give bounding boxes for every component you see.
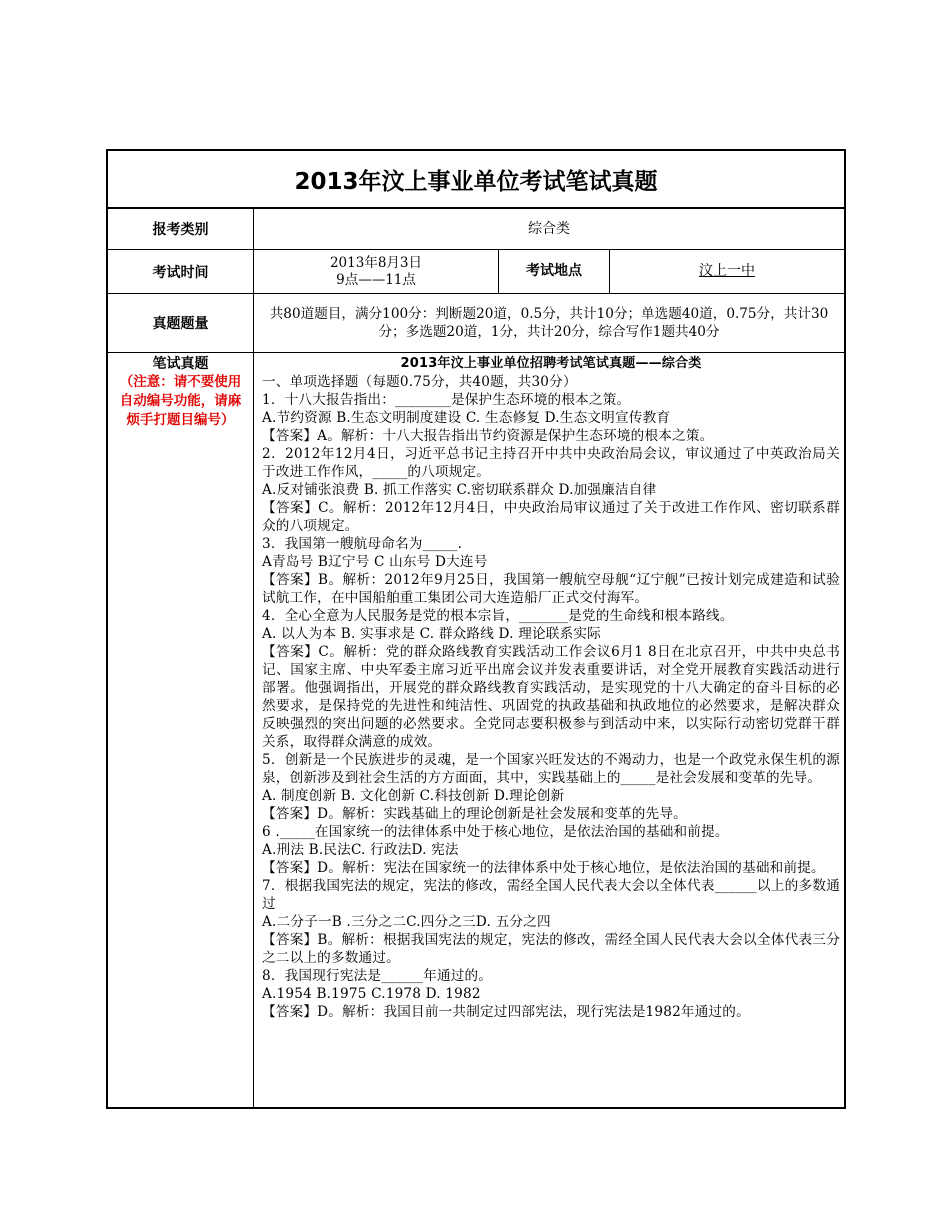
place-value: 汶上一中: [699, 263, 755, 279]
numbering-note: （注意：请不要使用自动编号功能，请麻烦手打题目编号）: [119, 374, 242, 428]
exam-content: [254, 353, 844, 1021]
exam-table: [106, 149, 846, 1109]
category-row: [108, 209, 844, 250]
page-title: 2013年汶上事业单位考试笔试真题: [294, 168, 658, 195]
content-line: 一、单项选择题（每题0.75分，共40题，共30分）: [262, 374, 577, 390]
exam-hours: 9点——11点: [336, 271, 416, 288]
title-row: [108, 151, 844, 209]
content-line: A. 制度创新 B. 文化创新 C.科技创新 D.理论创新: [262, 788, 565, 804]
exam-label-cell: [108, 353, 254, 1107]
content-line: 7．根据我国宪法的规定，宪法的修改，需经全国人民代表大会以全体代表______以上的多数通过: [262, 878, 840, 912]
content-line: 2．2012年12月4日，习近平总书记主持召开中共中央政治局会议，审议通过了中英政治局关于改进工作作风，_____的八项规定。: [262, 446, 840, 480]
time-row: [108, 250, 844, 294]
count-value: 共80道题目，满分100分：判断题20道，0.5分，共计10分；单选题40道，0.75分，共计30分；多选题20道，1分，共计20分，综合写作1题共40分: [269, 306, 829, 340]
content-line: A. 以人为本 B. 实事求是 C. 群众路线 D. 理论联系实际: [262, 626, 601, 642]
content-line: A.二分子一B .三分之二C.四分之三D. 五分之四: [262, 914, 551, 930]
content-line: 【答案】C。解析：2012年12月4日，中央政治局审议通过了关于改进工作作风、密切联系群众的八项规定。: [262, 500, 840, 534]
time-label: 考试时间: [108, 250, 254, 293]
count-row: [108, 294, 844, 353]
content-line: 8．我国现行宪法是______年通过的。: [262, 968, 493, 984]
content-line: 5．创新是一个民族进步的灵魂，是一个国家兴旺发达的不竭动力，也是一个政党永保生机的源泉，创新涉及到社会生活的方方面面，其中，实践基础上的_____是社会发展和变革的先导。: [262, 752, 840, 786]
content-line: 【答案】D。解析：实践基础上的理论创新是社会发展和变革的先导。: [262, 806, 687, 822]
content-line: A.刑法 B.民法C. 行政法D. 宪法: [262, 842, 459, 858]
content-heading: 2013年汶上事业单位招聘考试笔试真题——综合类: [400, 356, 702, 371]
content-line: 【答案】D。解析：我国目前一共制定过四部宪法，现行宪法是1982年通过的。: [262, 1004, 750, 1020]
content-line: A青岛号 B辽宁号 C 山东号 D大连号: [262, 554, 488, 570]
category-label: 报考类别: [108, 209, 254, 249]
exam-date: 2013年8月3日: [329, 254, 423, 271]
content-line: 【答案】D。解析：宪法在国家统一的法律体系中处于核心地位，是依法治国的基础和前提。: [262, 860, 825, 876]
content-line: A.反对铺张浪费 B. 抓工作落实 C.密切联系群众 D.加强廉洁自律: [262, 482, 657, 498]
count-label: 真题题量: [108, 294, 254, 352]
content-line: 【答案】A。解析：十八大报告指出节约资源是保护生态环境的根本之策。: [262, 428, 714, 444]
place-label: 考试地点: [526, 263, 582, 279]
content-line: 1．十八大报告指出：________是保护生态环境的根本之策。: [262, 392, 631, 408]
time-value: [254, 250, 498, 293]
content-line: 3．我国第一艘航母命名为_____.: [262, 536, 463, 552]
content-line: 6 ._____在国家统一的法律体系中处于核心地位，是依法治国的基础和前提。: [262, 824, 729, 840]
exam-label: 笔试真题: [152, 356, 209, 372]
content-line: A.1954 B.1975 C.1978 D. 1982: [262, 986, 481, 1002]
exam-row: [108, 353, 844, 1107]
content-line: 【答案】B。解析：根据我国宪法的规定，宪法的修改，需经全国人民代表大会以全体代表三分之二以上的多数通过。: [262, 932, 840, 966]
content-line: 4．全心全意为人民服务是党的根本宗旨，_______是党的生命线和根本路线。: [262, 608, 734, 624]
content-line: 【答案】B。解析：2012年9月25日，我国第一艘航空母舰“辽宁舰”已按计划完成建造和试验试航工作，在中国船舶重工集团公司大连造船厂正式交付海军。: [262, 572, 840, 606]
category-value: 综合类: [528, 220, 570, 237]
content-line: 【答案】C。解析：党的群众路线教育实践活动工作会议6月1 8日在北京召开，中共中央总书记、国家主席、中央军委主席习近平出席会议并发表重要讲话，对全党开展教育实践活动进行部署。他强调指出，开展党的群众路线教育实践活动，是实现党的十八大确定的奋斗目标的必然要求，是保持党的先进性和纯洁性、巩固党的执政基础和执政地位的必然要求，是解决群众反映强烈的突出问题的必然要求。全党同志要积极参与到活动中来，以实际行动密切党群干群关系，取得群众满意的成效。: [262, 644, 840, 750]
content-line: A.节约资源 B.生态文明制度建设 C. 生态修复 D.生态文明宣传教育: [262, 410, 671, 426]
place-cell: [610, 250, 844, 293]
